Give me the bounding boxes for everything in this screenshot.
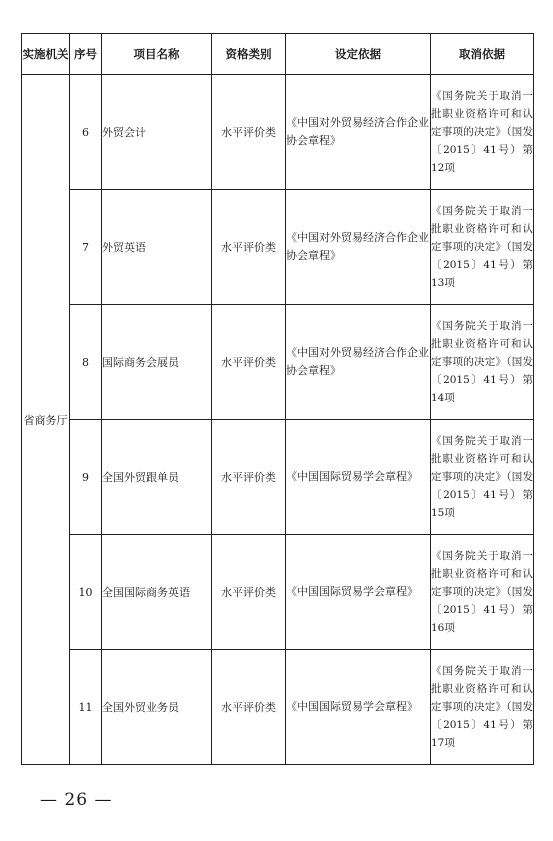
- row-name: 外贸会计: [102, 75, 212, 190]
- table-header-row: [22, 34, 534, 75]
- row-name: 全国外贸跟单员: [102, 420, 212, 535]
- table-row: [22, 305, 534, 420]
- table-row: [22, 190, 534, 305]
- row-category: 水平评价类: [212, 535, 286, 650]
- row-cancel: 《国务院关于取消一批职业资格许可和认定事项的决定》（国发〔2015〕41号）第12项: [431, 75, 534, 190]
- row-basis: 《中国国际贸易学会章程》: [286, 535, 431, 650]
- row-num: 8: [70, 305, 102, 420]
- row-num: 9: [70, 420, 102, 535]
- agency-cell: 省商务厅: [22, 75, 70, 765]
- row-category: 水平评价类: [212, 650, 286, 765]
- table-row: [22, 75, 534, 190]
- table-row: [22, 420, 534, 535]
- row-basis: 《中国对外贸易经济合作企业协会章程》: [286, 305, 431, 420]
- header-category: 资格类别: [212, 34, 286, 75]
- row-cancel: 《国务院关于取消一批职业资格许可和认定事项的决定》（国发〔2015〕41号）第14项: [431, 305, 534, 420]
- row-name: 全国外贸业务员: [102, 650, 212, 765]
- row-category: 水平评价类: [212, 190, 286, 305]
- row-basis: 《中国对外贸易经济合作企业协会章程》: [286, 75, 431, 190]
- row-num: 6: [70, 75, 102, 190]
- header-num: 序号: [70, 34, 102, 75]
- row-num: 11: [70, 650, 102, 765]
- row-basis: 《中国对外贸易经济合作企业协会章程》: [286, 190, 431, 305]
- header-basis: 设定依据: [286, 34, 431, 75]
- row-cancel: 《国务院关于取消一批职业资格许可和认定事项的决定》（国发〔2015〕41号）第17项: [431, 650, 534, 765]
- row-category: 水平评价类: [212, 420, 286, 535]
- row-cancel: 《国务院关于取消一批职业资格许可和认定事项的决定》（国发〔2015〕41号）第15项: [431, 420, 534, 535]
- header-agency: 实施机关: [22, 34, 70, 75]
- row-num: 10: [70, 535, 102, 650]
- row-category: 水平评价类: [212, 305, 286, 420]
- header-cancel: 取消依据: [431, 34, 534, 75]
- page-number: — 26 —: [40, 790, 113, 810]
- row-name: 国际商务会展员: [102, 305, 212, 420]
- table-row: [22, 535, 534, 650]
- header-name: 项目名称: [102, 34, 212, 75]
- row-name: 全国国际商务英语: [102, 535, 212, 650]
- row-basis: 《中国国际贸易学会章程》: [286, 420, 431, 535]
- table-row: [22, 650, 534, 765]
- row-basis: 《中国国际贸易学会章程》: [286, 650, 431, 765]
- row-cancel: 《国务院关于取消一批职业资格许可和认定事项的决定》（国发〔2015〕41号）第16项: [431, 535, 534, 650]
- row-category: 水平评价类: [212, 75, 286, 190]
- row-cancel: 《国务院关于取消一批职业资格许可和认定事项的决定》（国发〔2015〕41号）第13项: [431, 190, 534, 305]
- row-num: 7: [70, 190, 102, 305]
- qualification-table: [21, 33, 534, 765]
- row-name: 外贸英语: [102, 190, 212, 305]
